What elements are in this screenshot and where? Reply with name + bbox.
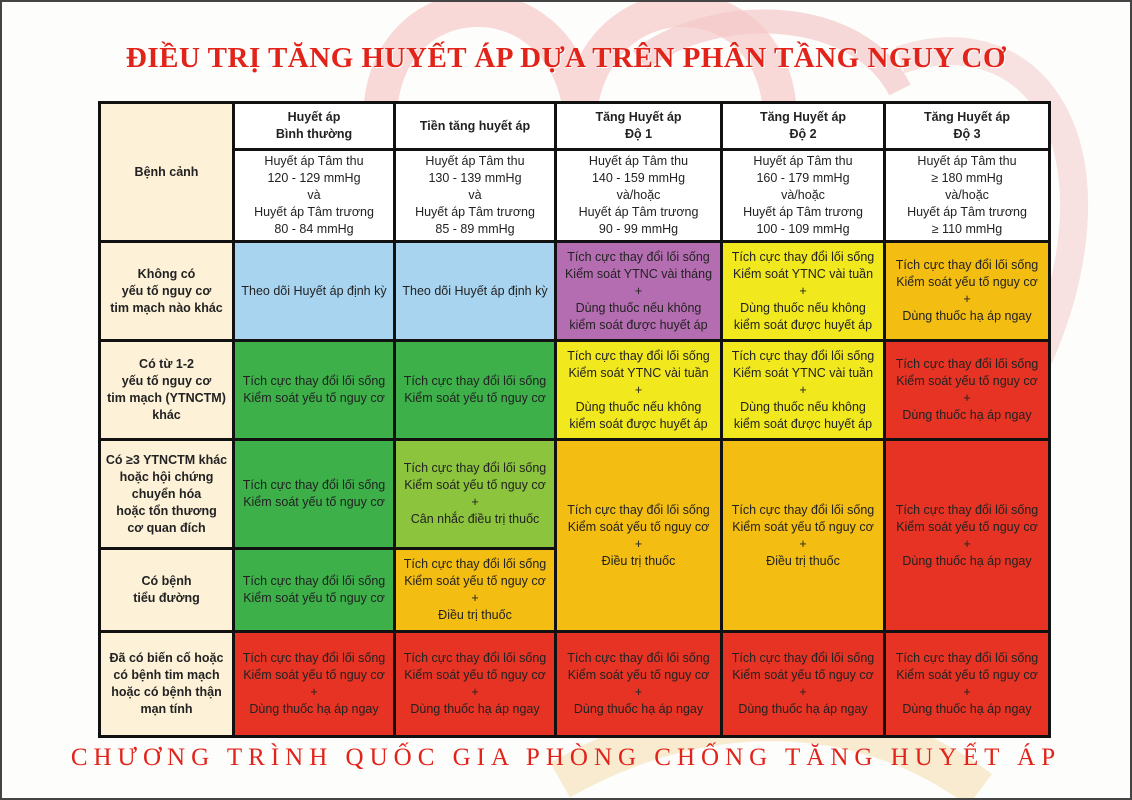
treatment-cell-line: Tích cực thay đổi lối sống [242,574,386,588]
bp-category-header-line: Tăng Huyết áp [759,110,847,124]
treatment-cell-line: Kiểm soát yếu tố nguy cơ [243,495,385,509]
table-row [101,633,1048,735]
treatment-cell-line: Kiểm soát yếu tố nguy cơ [896,275,1038,289]
treatment-cell-line: Kiểm soát yếu tố nguy cơ [896,374,1038,388]
bp-category-header-line: Độ 3 [953,127,981,141]
bp-category-definition [396,151,554,240]
risk-context-cell [101,550,232,630]
bp-category-definition-line: ≥ 180 mmHg [931,171,1003,185]
treatment-cell-merged-line: + [634,536,643,551]
treatment-cell-line: Tích cực thay đổi lối sống [895,651,1039,665]
bp-category-definition-line: 120 - 129 mmHg [267,171,361,185]
bp-category-header-line: Tăng Huyết áp [595,110,682,124]
risk-context-cell-line: Có từ 1-2 [139,357,194,371]
risk-context-cell-line: tiểu đường [133,591,200,605]
treatment-cell-line: + [310,685,318,699]
table-row [101,342,1048,438]
treatment-cell-line: Dùng thuốc hạ áp ngay [902,702,1032,716]
treatment-cell-merged-line: Kiểm soát yếu tố nguy cơ [732,519,874,534]
treatment-cell-line: Dùng thuốc nếu không [740,300,866,315]
treatment-cell [723,243,883,339]
treatment-cell-line: + [634,382,643,397]
bp-category-definition-line: và/hoặc [781,188,825,202]
treatment-cell-line: Kiểm soát YTNC vài tháng [564,266,713,281]
treatment-cell-line: Tích cực thay đổi lối sống [895,258,1039,272]
treatment-cell-merged-line: Kiểm soát yếu tố nguy cơ [567,519,710,534]
treatment-cell-line: + [634,283,643,298]
treatment-cell-line: Kiểm soát yếu tố nguy cơ [404,668,546,682]
footer-program-name: CHƯƠNG TRÌNH QUỐC GIA PHÒNG CHỐNG TĂNG HUYẾT ÁP [70,744,1062,771]
treatment-cell [886,243,1048,339]
bp-category-definition-line: 100 - 109 mmHg [756,222,850,236]
bp-category-definition [235,151,393,240]
treatment-cell-line: Dùng thuốc hạ áp ngay [573,702,704,716]
risk-context-cell-line: Có bệnh [141,574,192,588]
bp-category-definition-line: Huyết áp Tâm trương [907,205,1027,219]
treatment-cell-merged [886,441,1048,630]
bp-category-definition-line: 140 - 159 mmHg [591,171,686,185]
treatment-cell-merged-line: Điều trị thuốc [766,553,840,568]
treatment-cell-line: Theo dõi Huyết áp định kỳ [402,283,548,298]
treatment-cell-line: + [799,685,807,699]
treatment-cell-line: Tích cực thay đổi lối sống [242,651,386,665]
treatment-cell-merged [557,441,720,630]
treatment-cell-line: Tích cực thay đổi lối sống [403,374,547,388]
treatment-cell-line: Kiểm soát yếu tố nguy cơ [404,478,546,492]
treatment-cell [723,633,883,735]
bp-category-definition-line: Huyết áp Tâm thu [588,154,689,168]
bp-category-header-line: Bình thường [275,127,353,141]
bp-category-definition-line: Huyết áp Tâm thu [264,154,364,168]
treatment-cell-merged-line: Tích cực thay đổi lối sống [895,502,1039,517]
treatment-cell-line: Dùng thuốc hạ áp ngay [738,702,868,716]
treatment-cell-line: + [634,685,643,699]
treatment-cell-line: Cân nhắc điều trị thuốc [410,512,540,526]
bp-category-definition-line: Huyết áp Tâm trương [254,205,374,219]
risk-context-cell [101,441,232,547]
treatment-cell [886,342,1048,438]
bp-category-definition-line: ≥ 110 mmHg [931,222,1003,236]
treatment-cell-line: Tích cực thay đổi lối sống [403,651,547,665]
bp-category-header [723,104,883,148]
treatment-cell-line: + [799,283,807,298]
risk-context-cell-line: tim mạch (YTNCTM) [107,391,226,405]
bp-category-definition-line: và [468,188,482,202]
risk-context-cell-line: có bệnh tim mạch [113,668,220,682]
bp-category-definition-line: Huyết áp Tâm thu [917,154,1017,168]
bp-category-definition-line: và/hoặc [945,188,989,202]
bp-category-definition-line: Huyết áp Tâm thu [425,154,525,168]
bp-category-header-line: Huyết áp [287,110,341,124]
treatment-cell [396,342,554,438]
risk-context-cell-line: khác [152,408,181,422]
treatment-cell-line: Tích cực thay đổi lối sống [731,348,875,363]
treatment-table [98,101,1051,738]
treatment-cell-line: Theo dõi Huyết áp định kỳ [241,283,387,298]
treatment-cell-line: Kiểm soát yếu tố nguy cơ [896,668,1038,682]
bp-category-definition [886,151,1048,240]
bp-category-definition-line: và [307,188,321,202]
bp-category-header-line: Độ 2 [789,127,817,141]
treatment-cell-merged-line: Kiểm soát yếu tố nguy cơ [896,519,1038,534]
treatment-cell-line: Kiểm soát yếu tố nguy cơ [243,668,385,682]
treatment-cell-line: Điều trị thuốc [438,608,512,622]
bp-category-header [396,104,554,148]
treatment-cell [723,342,883,438]
risk-context-cell-line: Không có [137,266,196,281]
treatment-cell-line: Tích cực thay đổi lối sống [567,348,710,363]
treatment-cell-line: Dùng thuốc hạ áp ngay [902,309,1032,323]
risk-context-cell-line: cơ quan đích [127,520,206,535]
context-column-header-label: Bệnh cảnh [134,164,199,179]
treatment-cell-line: + [963,391,971,405]
risk-context-cell-line: mạn tính [140,702,193,716]
treatment-cell-line: Dùng thuốc nếu không [740,399,866,414]
treatment-cell-line: Tích cực thay đổi lối sống [242,478,386,492]
treatment-cell-line: Tích cực thay đổi lối sống [895,357,1039,371]
treatment-cell [396,441,554,547]
risk-context-cell [101,633,232,735]
risk-context-cell-line: hoặc hội chứng [119,469,214,484]
bp-category-header [557,104,720,148]
bp-category-header-line: Tiền tăng huyết áp [419,118,531,133]
treatment-cell [235,342,393,438]
treatment-cell [557,633,720,735]
treatment-cell-line: + [963,292,971,306]
treatment-cell-line: Kiểm soát YTNC vài tuần [732,266,874,281]
treatment-cell-line: Tích cực thay đổi lối sống [567,249,710,264]
bp-category-definition-line: Huyết áp Tâm trương [743,205,863,219]
risk-context-cell-line: Có ≥3 YTNCTM khác [105,452,228,467]
treatment-cell-line: + [471,685,479,699]
treatment-cell-line: + [963,685,971,699]
treatment-cell-merged [723,441,883,630]
treatment-cell-line: Tích cực thay đổi lối sống [403,557,547,571]
bp-category-header [886,104,1048,148]
treatment-cell [235,441,393,547]
risk-context-cell-line: hoặc có bệnh thận [111,685,222,699]
bp-category-header-line: Tăng Huyết áp [923,110,1011,124]
treatment-cell [557,342,720,438]
bp-category-header-line: Độ 1 [624,127,653,141]
treatment-cell-line: Dùng thuốc hạ áp ngay [410,702,540,716]
treatment-cell-line: Kiểm soát YTNC vài tuần [732,365,874,380]
bp-category-definition-line: 160 - 179 mmHg [756,171,850,185]
bp-category-definition-line: Huyết áp Tâm trương [415,205,535,219]
treatment-cell [396,550,554,630]
treatment-cell-line: Kiểm soát yếu tố nguy cơ [404,391,546,405]
treatment-cell [235,633,393,735]
page-title: ĐIỀU TRỊ TĂNG HUYẾT ÁP DỰA TRÊN PHÂN TẦNG NGUY CƠ [125,42,1007,74]
bp-category-definition [557,151,720,240]
treatment-cell-line: Kiểm soát yếu tố nguy cơ [404,574,546,588]
treatment-cell-line: + [471,495,479,509]
treatment-cell-line: Tích cực thay đổi lối sống [242,374,386,388]
bp-category-definition-line: Huyết áp Tâm thu [753,154,853,168]
treatment-cell-line: Kiểm soát yếu tố nguy cơ [567,668,710,682]
context-column-header [101,104,232,240]
treatment-cell [396,633,554,735]
treatment-cell-line: kiểm soát được huyết áp [733,416,873,431]
risk-context-cell [101,342,232,438]
treatment-cell-line: Kiểm soát yếu tố nguy cơ [243,591,385,605]
treatment-cell-line: Tích cực thay đổi lối sống [403,461,547,475]
treatment-cell-line: Dùng thuốc nếu không [575,300,702,315]
treatment-cell-merged-line: Điều trị thuốc [601,553,676,568]
treatment-cell-line: Kiểm soát yếu tố nguy cơ [732,668,874,682]
treatment-cell-merged-line: Tích cực thay đổi lối sống [731,502,875,517]
treatment-cell-merged-line: Dùng thuốc hạ áp ngay [902,553,1032,568]
treatment-cell-line: kiểm soát được huyết áp [733,317,873,332]
bp-category-definition-line: 85 - 89 mmHg [435,222,515,236]
treatment-cell-line: Dùng thuốc hạ áp ngay [902,408,1032,422]
treatment-cell-merged-line: + [963,536,971,551]
risk-context-cell-line: yếu tố nguy cơ [121,283,212,298]
treatment-cell-line: kiểm soát được huyết áp [569,317,708,332]
treatment-cell-line: Kiểm soát yếu tố nguy cơ [243,391,385,405]
treatment-cell-line: Kiểm soát YTNC vài tuần [568,365,709,380]
bp-category-header [235,104,393,148]
treatment-cell-line: Tích cực thay đổi lối sống [731,651,875,665]
risk-context-cell-line: tim mạch nào khác [110,300,223,315]
table-row [101,243,1048,339]
bp-category-definition-line: 80 - 84 mmHg [274,222,354,236]
treatment-cell [235,243,393,339]
treatment-cell-line: Tích cực thay đổi lối sống [567,651,710,665]
treatment-cell-line: + [471,591,479,605]
risk-context-cell-line: chuyển hóa [131,486,202,501]
bp-category-definition-line: và/hoặc [616,188,661,202]
treatment-cell [235,550,393,630]
treatment-cell-merged-line: Tích cực thay đổi lối sống [567,502,710,517]
treatment-cell [396,243,554,339]
risk-context-cell-line: Đã có biến cố hoặc [109,651,224,665]
bp-category-definition-line: 90 - 99 mmHg [598,222,679,236]
bp-category-definition [723,151,883,240]
treatment-cell-line: + [799,382,807,397]
treatment-cell-line: Dùng thuốc hạ áp ngay [249,702,379,716]
bp-category-definition-line: 130 - 139 mmHg [428,171,522,185]
risk-context-cell-line: hoặc tổn thương [116,503,217,518]
table-row [101,441,1048,547]
treatment-cell [557,243,720,339]
treatment-cell-line: Dùng thuốc nếu không [575,399,702,414]
treatment-cell-line: Tích cực thay đổi lối sống [731,249,875,264]
treatment-cell-merged-line: + [799,536,807,551]
risk-context-cell [101,243,232,339]
bp-category-definition-line: Huyết áp Tâm trương [578,205,699,219]
treatment-cell-line: kiểm soát được huyết áp [569,416,708,431]
treatment-cell [886,633,1048,735]
risk-context-cell-line: yếu tố nguy cơ [121,374,212,388]
